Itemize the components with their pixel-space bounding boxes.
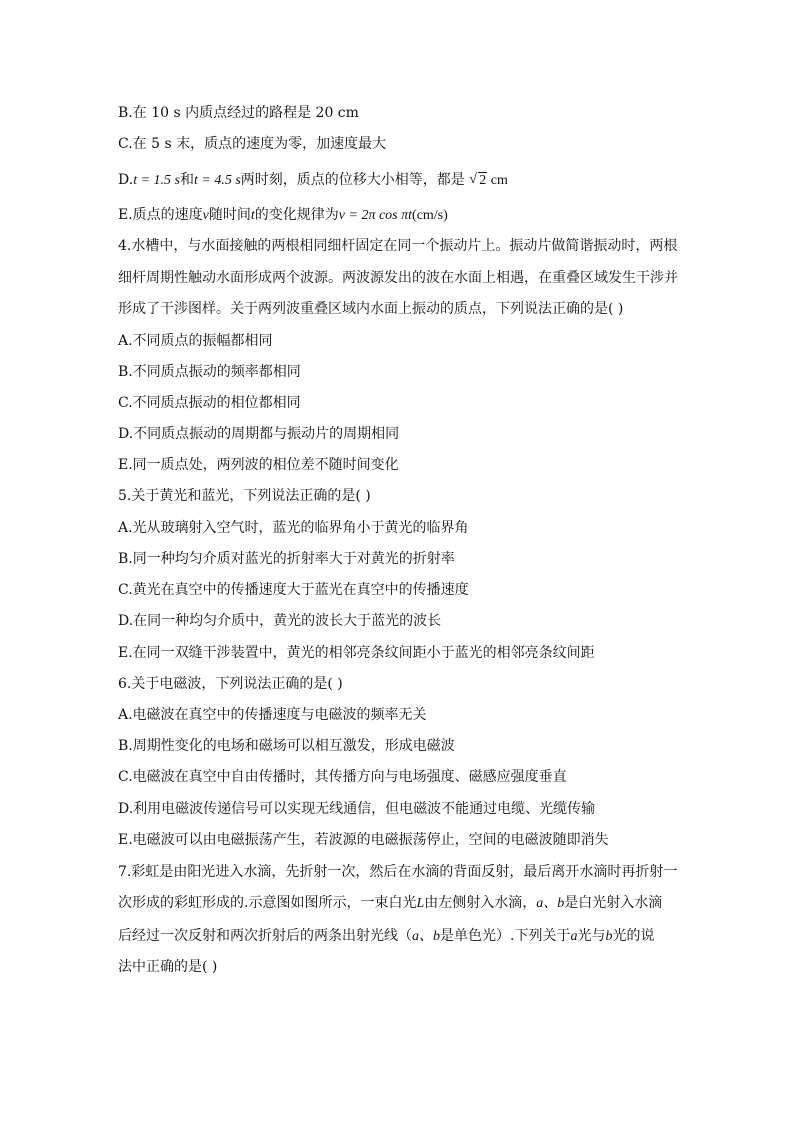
q6-stem: 6.关于电磁波，下列说法正确的是( )	[118, 676, 343, 692]
q6-option-c: C.电磁波在真空中自由传播时，其传播方向与电场强度、磁感应强度垂直	[118, 769, 567, 785]
q3-d-and: 和	[179, 172, 194, 188]
q3-d-time2: t = 4.5 s	[193, 173, 241, 188]
q7-text: 光与	[577, 928, 606, 944]
q7-symbol-ab: a、b	[412, 929, 440, 944]
q7-text: 光的说	[612, 928, 655, 944]
q4-stem-line-1: 4.水槽中，与水面接触的两根相同细杆固定在同一个振动片上。振动片做简谐振动时，两根	[118, 238, 678, 254]
q7-stem-line-3	[118, 926, 654, 946]
q3-d-text: 两时刻，质点的位移大小相等，都是	[240, 172, 465, 188]
q3-option-d	[118, 170, 508, 190]
q3-e-text1: E.质点的速度	[118, 207, 203, 223]
q3-d-unit: cm	[487, 173, 508, 188]
q3-option-c: C.在 5 s 末，质点的速度为零，加速度最大	[118, 136, 387, 152]
q3-e-v: v	[202, 208, 209, 223]
q7-stem-line-1: 7.彩虹是由阳光进入水滴，先折射一次，然后在水滴的背面反射，最后离开水滴时再折射一	[118, 864, 678, 880]
q3-option-e	[118, 205, 448, 225]
q6-option-d: D.利用电磁波传递信号可以实现无线通信，但电磁波不能通过电缆、光缆传输	[118, 801, 596, 817]
q3-d-label: D.	[118, 172, 134, 188]
q4-stem-line-2: 细杆周期性触动水面形成两个波源。两波源发出的波在水面上相遇，在重叠区域发生干涉并	[118, 270, 678, 286]
q4-option-d: D.不同质点振动的周期都与振动片的周期相同	[118, 426, 400, 442]
q5-option-e: E.在同一双缝干涉装置中，黄光的相邻亮条纹间距小于蓝光的相邻亮条纹间距	[118, 645, 595, 661]
q4-option-c: C.不同质点振动的相位都相同	[118, 395, 301, 411]
q7-text: 是白光射入水滴	[564, 895, 663, 911]
q5-option-a: A.光从玻璃射入空气时，蓝光的临界角小于黄光的临界角	[118, 520, 469, 536]
q7-stem-line-4: 法中正确的是( )	[118, 959, 218, 975]
sqrt-symbol	[469, 171, 487, 191]
q4-option-b: B.不同质点振动的频率都相同	[118, 364, 301, 380]
q6-option-e: E.电磁波可以由电磁振荡产生，若波源的电磁振荡停止，空间的电磁波随即消失	[118, 832, 609, 848]
q4-option-a: A.不同质点的振幅都相同	[118, 333, 273, 349]
q5-option-d: D.在同一种均匀介质中，黄光的波长大于蓝光的波长	[118, 613, 442, 629]
q7-text: 次形成的彩虹形成的.示意图如图所示，一束白光	[118, 895, 417, 911]
q5-option-b: B.同一种均匀介质对蓝光的折射率大于对黄光的折射率	[118, 551, 455, 567]
q6-option-b: B.周期性变化的电场和磁场可以相互激发，形成电磁波	[118, 738, 455, 754]
q7-symbol-b: b	[605, 929, 613, 944]
q3-e-unit: (cm/s)	[412, 208, 448, 223]
q3-d-time1: t = 1.5 s	[133, 173, 180, 188]
q7-symbol-ab: a、b	[536, 896, 565, 911]
q7-text: 是单色光）.下列关于	[440, 928, 571, 944]
sqrt-value: 2	[479, 173, 487, 188]
q3-e-t: t	[250, 208, 255, 223]
q4-stem-line-3: 形成了干涉图样。关于两列波重叠区域内水面上振动的质点，下列说法正确的是( )	[118, 301, 624, 317]
q3-e-text3: 的变化规律为	[254, 207, 339, 223]
q7-text: 由左侧射入水滴，	[424, 895, 537, 911]
q7-text: 后经过一次反射和两次折射后的两条出射光线（	[118, 928, 412, 944]
q7-symbol-a: a	[570, 929, 578, 944]
q5-option-c: C.黄光在真空中的传播速度大于蓝光在真空中的传播速度	[118, 582, 469, 598]
q7-symbol-l: L	[416, 896, 425, 911]
q3-option-b: B.在 10 s 内质点经过的路程是 20 cm	[118, 105, 359, 121]
q4-option-e: E.同一质点处，两列波的相位差不随时间变化	[118, 457, 399, 473]
q3-e-text2: 随时间	[208, 207, 251, 223]
q5-stem: 5.关于黄光和蓝光，下列说法正确的是( )	[118, 488, 371, 504]
q3-e-formula: v = 2π cos πt	[338, 208, 413, 223]
q7-stem-line-2	[118, 893, 662, 913]
q6-option-a: A.电磁波在真空中的传播速度与电磁波的频率无关	[118, 707, 427, 723]
